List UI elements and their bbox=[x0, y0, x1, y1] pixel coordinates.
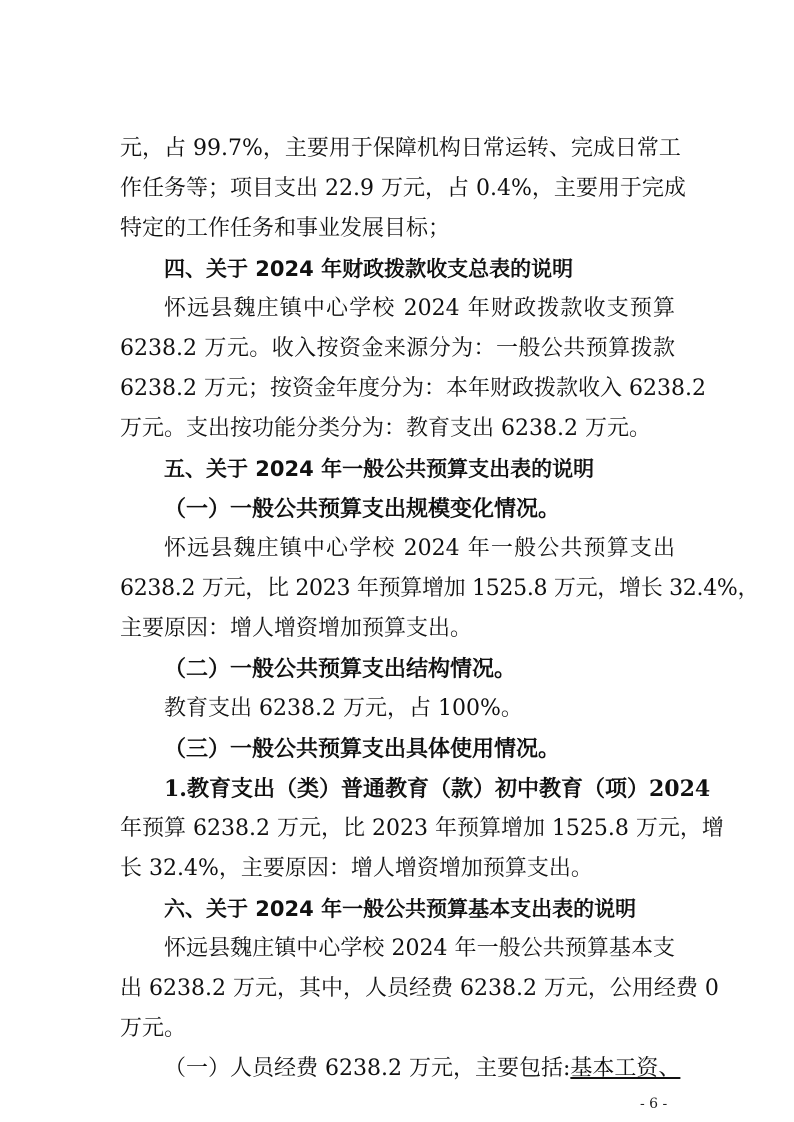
body-text-line: 怀远县魏庄镇中心学校 2024 年一般公共预算基本支 bbox=[164, 936, 675, 961]
body-text-line: 特定的工作任务和事业发展目标； bbox=[120, 216, 451, 241]
body-text-line: 怀远县魏庄镇中心学校 2024 年财政拨款收支预算 bbox=[164, 296, 675, 321]
body-text-line: 主要原因：增人增资增加预算支出。 bbox=[120, 616, 473, 641]
body-text-line: 出 6238.2 万元，其中，人员经费 6238.2 万元，公用经费 0 bbox=[120, 976, 719, 1001]
body-text-line: 作任务等；项目支出 22.9 万元，占 0.4%，主要用于完成 bbox=[120, 176, 686, 201]
page-number: - 6 - bbox=[640, 1096, 668, 1112]
personnel-underlined: 基本工资、 bbox=[570, 1056, 681, 1081]
body-text-line: 元，占 99.7%，主要用于保障机构日常运转、完成日常工 bbox=[120, 136, 681, 161]
body-text-line: 万元。支出按功能分类分为：教育支出 6238.2 万元。 bbox=[120, 416, 651, 441]
body-text-line: 6238.2 万元；按资金年度分为：本年财政拨款收入 6238.2 bbox=[120, 376, 706, 401]
body-text-line: 6238.2 万元，比 2023 年预算增加 1525.8 万元，增长 32.4%， bbox=[120, 576, 760, 601]
body-text-line: 6238.2 万元。收入按资金来源分为：一般公共预算拨款 bbox=[120, 336, 675, 361]
item-title: 1.教育支出（类）普通教育（款）初中教育（项）2024 bbox=[164, 776, 711, 802]
body-text-line: 教育支出 6238.2 万元，占 100%。 bbox=[164, 696, 523, 721]
body-text-line: 怀远县魏庄镇中心学校 2024 年一般公共预算支出 bbox=[164, 536, 675, 561]
section-heading-6: 六、关于 2024 年一般公共预算基本支出表的说明 bbox=[164, 897, 637, 921]
body-text-line: 长 32.4%，主要原因：增人增资增加预算支出。 bbox=[120, 856, 593, 881]
personnel-prefix: （一）人员经费 6238.2 万元，主要包括: bbox=[164, 1056, 571, 1081]
section-heading-5: 五、关于 2024 年一般公共预算支出表的说明 bbox=[164, 457, 595, 481]
body-text-line: 年预算 6238.2 万元，比 2023 年预算增加 1525.8 万元，增 bbox=[120, 816, 724, 841]
subsection-heading-2: （二）一般公共预算支出结构情况。 bbox=[164, 656, 517, 682]
subsection-heading-3: （三）一般公共预算支出具体使用情况。 bbox=[164, 736, 561, 762]
body-text-line-personnel bbox=[164, 1054, 681, 1084]
body-text-line: 万元。 bbox=[120, 1016, 187, 1041]
item-heading bbox=[164, 774, 711, 804]
section-heading-4: 四、关于 2024 年财政拨款收支总表的说明 bbox=[164, 257, 574, 281]
subsection-heading-1: （一）一般公共预算支出规模变化情况。 bbox=[164, 496, 561, 522]
